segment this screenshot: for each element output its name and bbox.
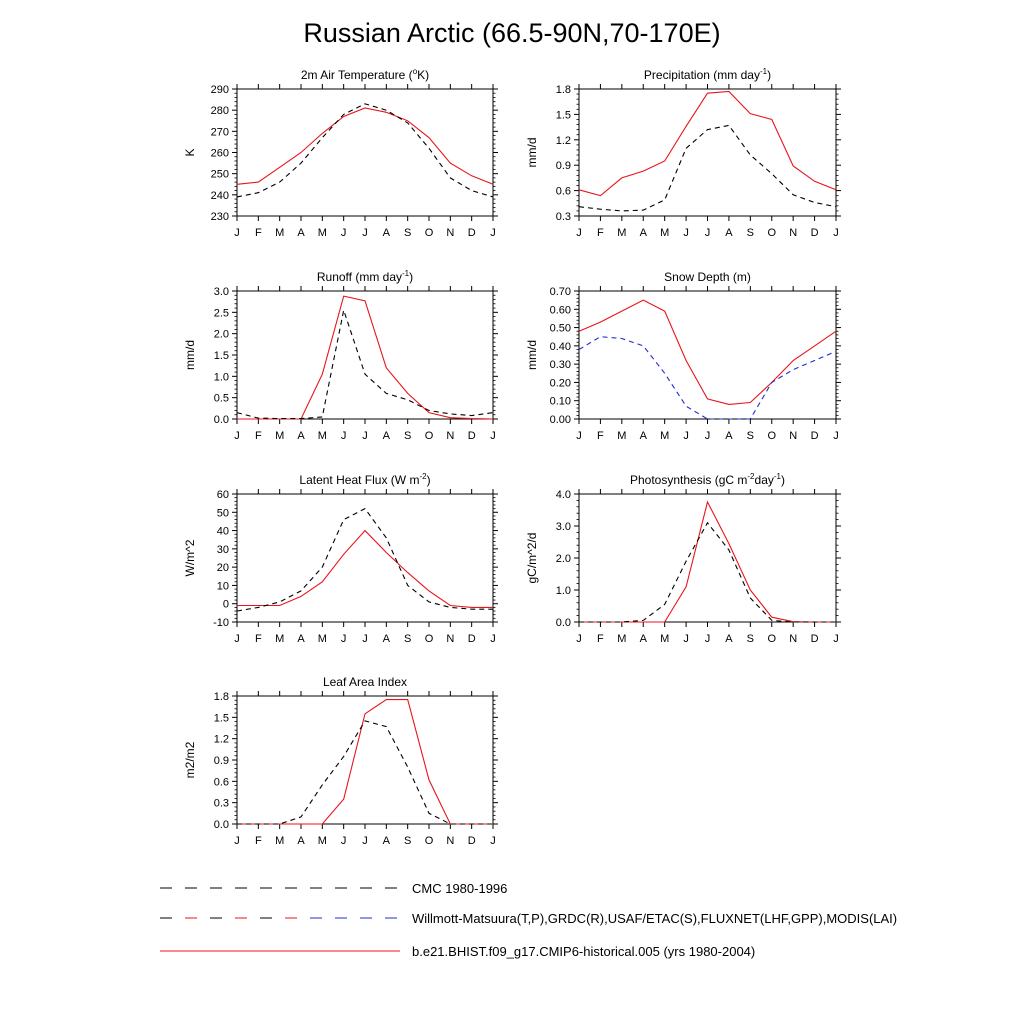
xtick-label: A: [297, 835, 305, 847]
xtick-label: J: [490, 835, 496, 847]
series-line-obs: [237, 310, 493, 418]
ytick-label: 40: [216, 525, 229, 538]
panel-tsa: [183, 67, 498, 239]
series-line-model: [237, 296, 493, 419]
series-line-model: [579, 92, 836, 196]
ytick-label: 1.8: [555, 84, 571, 96]
legend-label: Willmott-Matsuura(T,P),GRDC(R),USAF/ETAC(S),FLUXNET(LHF,GPP),MODIS(LAI): [412, 911, 898, 926]
series-line-model: [237, 108, 493, 184]
y-axis-label: K: [183, 148, 197, 157]
ytick-label: 50: [216, 507, 229, 520]
ytick-label: 2.0: [213, 328, 229, 341]
xtick-label: J: [833, 633, 839, 645]
xtick-label: A: [725, 633, 733, 645]
xtick-label: A: [297, 430, 305, 442]
ytick-label: 60: [216, 489, 229, 501]
series-line-obs: [237, 104, 493, 197]
series-line-obs: [579, 125, 836, 210]
xtick-label: J: [833, 227, 839, 239]
ytick-label: 0: [222, 598, 229, 611]
xtick-label: J: [340, 633, 347, 645]
ytick-label: 10: [216, 580, 229, 593]
ytick-label: 0.00: [549, 414, 571, 426]
xtick-label: J: [490, 430, 496, 442]
series-line-obs2: [579, 337, 836, 419]
xtick-label: J: [683, 430, 689, 442]
xtick-label: O: [424, 835, 434, 847]
ytick-label: 1.0: [555, 585, 571, 597]
xtick-label: D: [810, 227, 819, 239]
xtick-label: J: [362, 835, 368, 847]
xtick-label: A: [297, 633, 305, 645]
ytick-label: 0.9: [555, 160, 571, 173]
xtick-label: N: [446, 227, 455, 239]
xtick-label: M: [317, 430, 327, 442]
series-line-model: [237, 531, 493, 608]
series-line-model: [579, 300, 836, 404]
xtick-label: J: [340, 430, 347, 442]
ytick-label: 230: [210, 211, 229, 223]
xtick-label: N: [446, 430, 455, 442]
ytick-label: 260: [210, 147, 229, 160]
xtick-label: S: [746, 227, 755, 239]
panel-title: Latent Heat Flux (W $m^{-2}$): [299, 472, 431, 487]
ytick-label: 0.5: [213, 392, 229, 405]
xtick-label: J: [362, 430, 368, 442]
ytick-label: 30: [216, 543, 229, 556]
xtick-label: D: [467, 430, 476, 442]
xtick-label: N: [446, 633, 455, 645]
ytick-label: 0.0: [213, 414, 229, 426]
xtick-label: F: [254, 835, 262, 847]
xtick-label: M: [660, 227, 670, 239]
ytick-label: 3.0: [555, 521, 571, 533]
ytick-label: 0.70: [549, 286, 571, 298]
y-axis-label: mm/d: [525, 137, 539, 168]
xtick-label: J: [704, 227, 711, 239]
xtick-label: M: [617, 430, 627, 442]
ytick-label: 0.20: [549, 377, 571, 390]
xtick-label: S: [746, 633, 755, 645]
ytick-label: 0.3: [213, 797, 229, 810]
y-axis-label: gC/m^2/d: [525, 532, 539, 584]
panel-title: Photosynthesis (gC $m^{-2}day^{-1}$): [630, 472, 785, 487]
ytick-label: 1.5: [213, 350, 229, 362]
xtick-label: F: [254, 227, 262, 239]
ytick-label: 0.3: [555, 211, 571, 223]
xtick-label: S: [403, 633, 412, 645]
ytick-label: 0.40: [549, 340, 571, 353]
ytick-label: 0.50: [549, 322, 571, 335]
xtick-label: J: [683, 227, 689, 239]
legend-entry: [160, 881, 507, 896]
xtick-label: J: [490, 633, 496, 645]
xtick-label: A: [382, 633, 391, 645]
panel-title: Precipitation (mm day$^{-1}$): [643, 67, 772, 82]
xtick-label: M: [275, 430, 285, 442]
ytick-label: 250: [210, 168, 229, 181]
xtick-label: M: [317, 633, 327, 645]
ytick-label: 270: [210, 126, 229, 139]
panel-lai: [183, 675, 498, 847]
xtick-label: J: [362, 227, 368, 239]
xtick-label: N: [789, 633, 798, 645]
xtick-label: M: [617, 227, 627, 239]
xtick-label: J: [234, 227, 240, 239]
ytick-label: 0.6: [213, 776, 229, 789]
series-line-obs: [237, 721, 493, 824]
xtick-label: D: [467, 227, 476, 239]
xtick-label: A: [639, 633, 647, 645]
panel-prec: [525, 67, 841, 239]
xtick-label: M: [660, 430, 670, 442]
y-axis-label: W/m^2: [183, 539, 197, 577]
xtick-label: S: [403, 227, 412, 239]
plot-frame: [579, 494, 836, 622]
ytick-label: 2.5: [213, 307, 229, 320]
xtick-label: J: [490, 227, 496, 239]
ytick-label: 0.6: [555, 185, 571, 198]
xtick-label: A: [382, 227, 391, 239]
page-title: Russian Arctic (66.5-90N,70-170E): [303, 18, 721, 48]
ytick-label: 1.2: [213, 733, 229, 746]
series-line-model: [579, 502, 836, 622]
xtick-label: D: [467, 835, 476, 847]
ytick-label: 0.30: [549, 359, 571, 372]
plot-frame: [579, 89, 836, 216]
ytick-label: 1.2: [555, 134, 571, 147]
xtick-label: O: [424, 227, 434, 239]
xtick-label: M: [317, 835, 327, 847]
legend-label: CMC 1980-1996: [412, 881, 508, 896]
ytick-label: 280: [210, 105, 229, 118]
ytick-label: 20: [216, 562, 229, 575]
ytick-label: 3.0: [213, 286, 229, 298]
xtick-label: F: [254, 633, 262, 645]
panel-runoff: [183, 269, 498, 442]
xtick-label: S: [403, 430, 412, 442]
ytick-label: 1.8: [213, 691, 229, 703]
xtick-label: J: [576, 430, 582, 442]
legend-entry: [160, 944, 755, 959]
xtick-label: J: [234, 835, 240, 847]
xtick-label: O: [767, 430, 777, 442]
panel-title: 2m Air Temperature ($^o$K): [300, 67, 430, 82]
ytick-label: 1.5: [213, 712, 229, 725]
xtick-label: O: [424, 633, 434, 645]
xtick-label: J: [234, 430, 240, 442]
ytick-label: 1.5: [555, 109, 571, 122]
xtick-label: S: [403, 835, 412, 847]
xtick-label: O: [767, 227, 777, 239]
xtick-label: A: [725, 430, 733, 442]
ytick-label: 1.0: [213, 371, 229, 384]
xtick-label: A: [382, 430, 391, 442]
xtick-label: M: [317, 227, 327, 239]
panel-gpp: [525, 472, 841, 645]
y-axis-label: m2/m2: [183, 741, 197, 779]
xtick-label: A: [639, 227, 647, 239]
xtick-label: D: [467, 633, 476, 645]
xtick-label: F: [597, 227, 604, 239]
ytick-label: 290: [210, 84, 229, 96]
xtick-label: S: [746, 430, 755, 442]
ytick-label: 2.0: [555, 553, 571, 565]
plot-frame: [237, 291, 493, 419]
xtick-label: M: [660, 633, 670, 645]
ytick-label: 4.0: [555, 489, 571, 501]
ytick-label: 0.10: [549, 395, 571, 408]
panel-title: Runoff (mm day$^{-1}$): [316, 269, 414, 284]
series-line-obs: [237, 509, 493, 611]
ytick-label: 240: [210, 189, 229, 202]
xtick-label: A: [639, 430, 647, 442]
ytick-label: 0.60: [549, 304, 571, 317]
xtick-label: J: [362, 633, 368, 645]
ytick-label: 0.0: [213, 819, 229, 831]
xtick-label: A: [725, 227, 733, 239]
y-axis-label: mm/d: [525, 340, 539, 370]
xtick-label: J: [576, 633, 582, 645]
ytick-label: -10: [213, 617, 229, 629]
xtick-label: M: [275, 633, 285, 645]
xtick-label: F: [597, 430, 604, 442]
y-axis-label: mm/d: [183, 340, 197, 370]
xtick-label: J: [704, 430, 711, 442]
xtick-label: J: [576, 227, 582, 239]
xtick-label: M: [275, 835, 285, 847]
series-line-model: [237, 700, 493, 824]
xtick-label: A: [382, 835, 391, 847]
xtick-label: N: [789, 227, 798, 239]
xtick-label: J: [704, 633, 711, 645]
xtick-label: A: [297, 227, 305, 239]
xtick-label: F: [597, 633, 604, 645]
ytick-label: 0.9: [213, 755, 229, 767]
series-line-obs: [579, 523, 836, 622]
xtick-label: J: [340, 227, 347, 239]
xtick-label: N: [789, 430, 798, 442]
xtick-label: O: [424, 430, 434, 442]
legend-entry: [160, 911, 897, 926]
xtick-label: D: [810, 430, 819, 442]
ytick-label: 0.0: [555, 617, 571, 629]
xtick-label: J: [234, 633, 240, 645]
panel-title: Snow Depth (m): [664, 270, 751, 284]
xtick-label: D: [810, 633, 819, 645]
xtick-label: J: [340, 835, 347, 847]
xtick-label: M: [275, 227, 285, 239]
panel-snow: [525, 270, 841, 442]
xtick-label: O: [767, 633, 777, 645]
xtick-label: F: [254, 430, 262, 442]
panel-title: Leaf Area Index: [322, 675, 408, 689]
xtick-label: N: [446, 835, 455, 847]
xtick-label: M: [617, 633, 627, 645]
plot-frame: [579, 291, 836, 419]
legend-label: b.e21.BHIST.f09_g17.CMIP6-historical.005 (yrs 1980-2004): [412, 944, 756, 959]
xtick-label: J: [683, 633, 689, 645]
xtick-label: J: [833, 430, 839, 442]
panel-lhf: [183, 472, 498, 645]
